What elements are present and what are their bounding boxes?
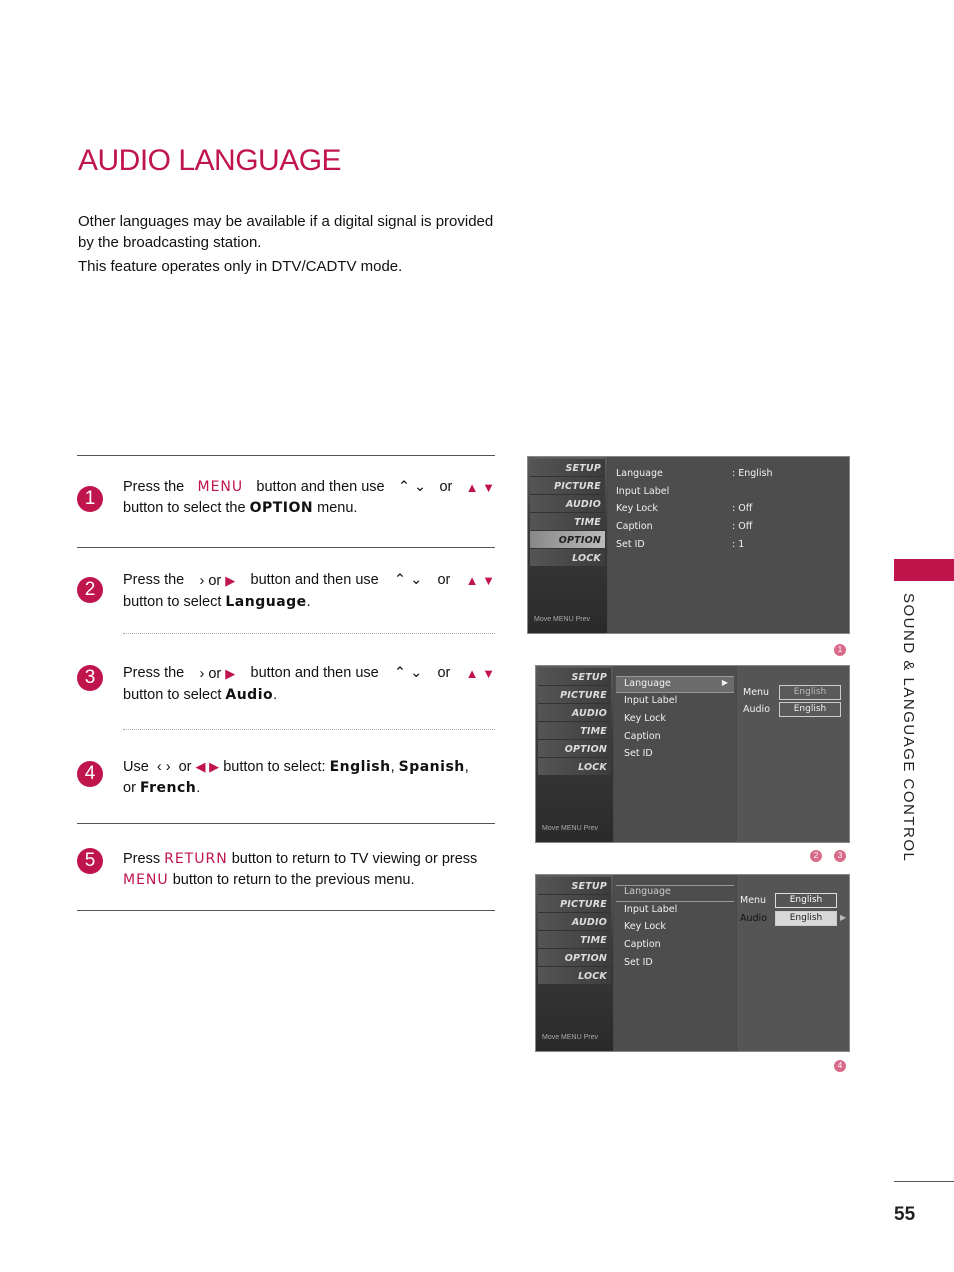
step-text: button to select — [123, 687, 222, 703]
osd-sidebar-option[interactable]: OPTION — [564, 744, 607, 755]
osd-sidebar-picture[interactable]: PICTURE — [560, 899, 607, 910]
up-triangle-icon: ▲ — [465, 573, 479, 588]
step-text: button and then use — [250, 665, 379, 681]
osd-menu-panel — [614, 875, 736, 1051]
osd-menu-panel — [608, 457, 849, 633]
option-label: OPTION — [249, 500, 314, 516]
intro-line-1: Other languages may be available if a digital signal is provided — [78, 213, 494, 230]
osd-item-caption[interactable]: Caption — [624, 939, 661, 950]
menu-key-label: MENU — [123, 872, 169, 888]
osd-value-set-id: : 1 — [732, 539, 745, 550]
step-3 — [123, 663, 495, 706]
step-text: Use — [123, 759, 149, 775]
step-number-2: 2 — [77, 577, 103, 603]
osd-sidebar-lock[interactable]: LOCK — [578, 762, 607, 773]
step-text: Press — [123, 851, 161, 867]
step-text: Press the — [123, 479, 185, 495]
osd-value-language: : English — [732, 468, 773, 479]
step-text: . — [273, 687, 278, 703]
page-number-rule — [894, 1181, 954, 1182]
osd-right-arrow-icon: ▶ — [721, 678, 728, 687]
page-title: AUDIO LANGUAGE — [78, 144, 342, 177]
right-triangle-icon: ▶ — [225, 666, 236, 681]
right-arrow-icon: › — [199, 666, 205, 682]
callout-badge-3: 3 — [834, 850, 846, 862]
divider — [77, 823, 495, 824]
osd-item-caption[interactable]: Caption — [616, 521, 653, 532]
osd-sidebar — [536, 666, 613, 842]
osd-item-set-id[interactable]: Set ID — [616, 539, 645, 550]
step-text: button to select — [123, 594, 222, 610]
osd-sidebar-picture[interactable]: PICTURE — [560, 690, 607, 701]
right-triangle-icon: ▶ — [225, 573, 236, 588]
osd-sidebar-lock[interactable]: LOCK — [578, 971, 607, 982]
down-triangle-icon: ▼ — [482, 480, 495, 495]
step-text: or — [178, 759, 192, 775]
osd-sub-audio-value[interactable]: English — [775, 911, 837, 926]
osd-sub-menu-value[interactable]: English — [779, 685, 841, 700]
return-key-label: RETURN — [164, 851, 228, 867]
osd-sub-audio-label[interactable]: Audio — [740, 913, 768, 924]
right-triangle-icon: ▶ — [209, 759, 220, 774]
up-down-icon: ⌃ ⌄ — [397, 479, 427, 495]
step-5 — [123, 849, 495, 891]
osd-item-key-lock[interactable]: Key Lock — [616, 503, 658, 514]
osd-screen-1 — [527, 456, 850, 634]
up-triangle-icon: ▲ — [465, 666, 479, 681]
osd-sidebar-setup[interactable]: SETUP — [565, 463, 601, 474]
down-triangle-icon: ▼ — [482, 573, 495, 588]
osd-item-language[interactable]: Language — [624, 886, 671, 897]
osd-sidebar-audio[interactable]: AUDIO — [571, 917, 607, 928]
step-text: or — [123, 780, 136, 796]
osd-screen-2 — [535, 665, 850, 843]
osd-sidebar-lock[interactable]: LOCK — [572, 553, 601, 564]
osd-sub-panel — [737, 666, 849, 842]
step-text: menu. — [317, 500, 358, 516]
callout-badge-2: 2 — [810, 850, 822, 862]
step-number-4: 4 — [77, 761, 103, 787]
osd-sidebar-audio[interactable]: AUDIO — [571, 708, 607, 719]
step-1 — [123, 477, 495, 519]
callout-badge-4: 4 — [834, 1060, 846, 1072]
spanish-label: Spanish — [398, 759, 465, 775]
osd-sub-menu-label[interactable]: Menu — [740, 895, 767, 906]
step-number-1: 1 — [77, 486, 103, 512]
osd-sidebar-time[interactable]: TIME — [580, 935, 607, 946]
osd-sidebar — [528, 457, 607, 633]
french-label: French — [139, 780, 197, 796]
step-text: or — [437, 665, 451, 681]
section-tab-marker — [894, 559, 954, 581]
osd-value-caption: : Off — [732, 521, 753, 532]
osd-item-set-id[interactable]: Set ID — [624, 957, 653, 968]
up-triangle-icon: ▲ — [465, 480, 479, 495]
step-4: Use ‹ › or ◀ ▶ button to select: English, Spanish, or French. — [123, 759, 469, 796]
osd-sidebar-picture[interactable]: PICTURE — [554, 481, 601, 492]
osd-item-key-lock[interactable]: Key Lock — [624, 921, 666, 932]
up-down-icon: ⌃ ⌄ — [393, 572, 423, 588]
left-right-icon: ‹ › — [156, 759, 171, 775]
right-arrow-icon: › — [199, 573, 205, 589]
osd-sidebar — [536, 875, 613, 1051]
step-text: button to select: — [223, 759, 326, 775]
step-text: or — [208, 666, 222, 682]
osd-footer: Move MENU Prev — [542, 1034, 599, 1041]
intro-line-3: This feature operates only in DTV/CADTV mode. — [78, 258, 403, 275]
osd-screen-3 — [535, 874, 850, 1052]
step-text: button and then use — [256, 479, 385, 495]
divider — [77, 910, 495, 911]
step-text: button to return to the previous menu. — [172, 872, 415, 888]
step-text: . — [306, 594, 311, 610]
osd-value-key-lock: : Off — [732, 503, 753, 514]
osd-item-input-label[interactable]: Input Label — [624, 904, 678, 915]
osd-sidebar-time[interactable]: TIME — [574, 517, 601, 528]
osd-item-set-id[interactable]: Set ID — [624, 748, 653, 759]
down-triangle-icon: ▼ — [482, 666, 495, 681]
osd-footer: Move MENU Prev — [542, 825, 599, 832]
divider — [77, 547, 495, 548]
menu-key-label: MENU — [197, 479, 244, 495]
osd-item-caption[interactable]: Caption — [624, 731, 661, 742]
osd-footer: Move MENU Prev — [534, 616, 591, 623]
step-text: or — [208, 573, 222, 589]
left-triangle-icon: ◀ — [195, 759, 206, 774]
osd-sidebar-option[interactable]: OPTION — [558, 535, 601, 546]
divider — [77, 455, 495, 456]
osd-sidebar-setup[interactable]: SETUP — [571, 881, 607, 892]
osd-item-key-lock[interactable]: Key Lock — [624, 713, 666, 724]
osd-sidebar-option[interactable]: OPTION — [564, 953, 607, 964]
callout-badge-1: 1 — [834, 644, 846, 656]
step-text: button to select the — [123, 500, 246, 516]
section-tab-label: SOUND & LANGUAGE CONTROL — [900, 593, 917, 863]
step-text: Press the — [123, 665, 185, 681]
intro-line-2: by the broadcasting station. — [78, 234, 262, 251]
osd-sidebar-setup[interactable]: SETUP — [571, 672, 607, 683]
osd-sub-menu-value[interactable]: English — [775, 893, 837, 908]
osd-sidebar-audio[interactable]: AUDIO — [565, 499, 601, 510]
osd-sub-audio-label[interactable]: Audio — [743, 704, 771, 715]
dotted-divider — [123, 633, 495, 634]
step-text: button to return to TV viewing or press — [231, 851, 478, 867]
dotted-divider — [123, 729, 495, 730]
osd-sub-menu-label[interactable]: Menu — [743, 687, 770, 698]
osd-sub-audio-value[interactable]: English — [779, 702, 841, 717]
osd-item-language[interactable]: Language — [616, 468, 663, 479]
osd-menu-panel — [614, 666, 736, 842]
step-number-3: 3 — [77, 665, 103, 691]
step-text: or — [437, 572, 451, 588]
osd-right-arrow-icon: ▶ — [840, 913, 847, 922]
step-text: or — [439, 479, 453, 495]
osd-sub-panel — [737, 875, 849, 1051]
step-2 — [123, 570, 495, 613]
osd-item-language[interactable]: Language — [624, 678, 671, 689]
up-down-icon: ⌃ ⌄ — [393, 665, 423, 681]
audio-label: Audio — [225, 687, 274, 703]
step-text: button and then use — [250, 572, 379, 588]
step-number-5: 5 — [77, 848, 103, 874]
step-text: Press the — [123, 572, 185, 588]
osd-item-input-label[interactable]: Input Label — [616, 486, 670, 497]
language-label: Language — [225, 594, 307, 610]
page-number: 55 — [894, 1204, 916, 1225]
osd-item-input-label[interactable]: Input Label — [624, 695, 678, 706]
osd-sidebar-time[interactable]: TIME — [580, 726, 607, 737]
english-label: English — [329, 759, 391, 775]
